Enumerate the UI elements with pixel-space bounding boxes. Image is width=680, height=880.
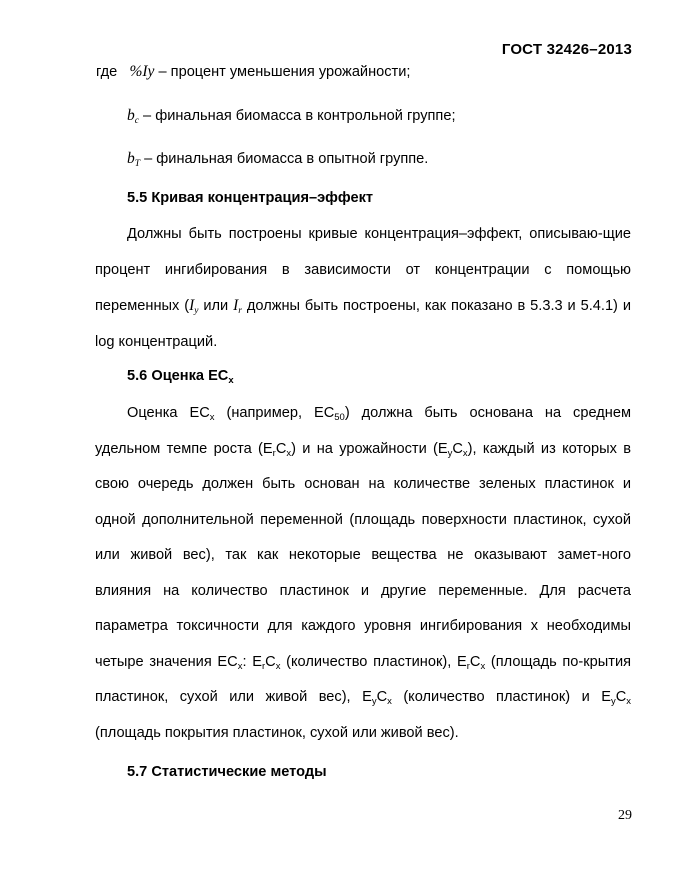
subscript: x (626, 696, 631, 707)
ir-variable: I (233, 297, 239, 314)
subscript: r (272, 447, 276, 459)
text-run: C (469, 653, 481, 670)
definition-bt (127, 150, 428, 169)
text-run: ), каждый из которых в свою очередь должен быть основан на количестве зеленых пластинок и одной дополнительной переменной (площадь поверхности пластинок, сухой или живой вес), так как некоторые вещества не оказывают замет-ного влияния на количество пластинок и другие переменные. Для расчета параметра токсичности для каждого уровня ингибирования x необходимы четыре значения EC (95, 440, 631, 670)
subscript: y (610, 696, 616, 707)
subscript: x (209, 412, 215, 423)
text-run: ) должна быть основана на среднем удельном темпе роста (E (95, 405, 631, 457)
section-5-7-heading: 5.7 Статистические методы (127, 764, 327, 780)
definition-bc-text: – финальная биомасса в контрольной группе; (143, 108, 456, 124)
text-run: C (275, 440, 287, 457)
text-run: C (615, 689, 627, 705)
definition-bc (127, 107, 456, 126)
text-run: C (452, 440, 463, 457)
text-run: (количество пластинок) и E (391, 689, 611, 705)
text-run: C (376, 689, 388, 705)
bt-symbol: b (127, 150, 135, 167)
subscript: y (371, 696, 377, 707)
text-run: или (198, 298, 234, 314)
text-run: ) и на урожайности (E (291, 440, 448, 457)
bc-symbol: b (127, 107, 135, 124)
iy-variable-subscript: y (194, 306, 199, 316)
subscript: x (237, 660, 243, 672)
subscript: y (447, 447, 453, 459)
subscript: x (387, 696, 392, 707)
text-run: Должны быть построены кривые концентрация–эффект, описываю-щие процент ингибирования в зависимости от концентрации с помощью переменных ( (95, 226, 631, 314)
section-5-5-paragraph (95, 217, 631, 360)
subscript: x (286, 447, 292, 459)
text-run: (например, EC (214, 405, 335, 421)
text-run: : E (242, 653, 262, 670)
definition-bt-text: – финальная биомасса в опытной группе. (144, 151, 429, 167)
subscript: x (462, 447, 468, 459)
subscript: x (480, 660, 486, 672)
standard-header: ГОСТ 32426–2013 (501, 41, 632, 58)
definition-iy (96, 63, 410, 81)
bc-subscript: c (134, 116, 139, 126)
text-run: (количество пластинок), E (280, 653, 467, 670)
section-5-5-heading: 5.5 Кривая концентрация–эффект (127, 190, 374, 206)
page-number: 29 (618, 808, 632, 823)
section-5-6-paragraph (95, 396, 631, 751)
definition-lead: где (96, 64, 118, 80)
section-5-6-heading (127, 368, 234, 384)
iy-variable: I (189, 297, 195, 314)
iy-symbol: %Iy (129, 63, 155, 80)
text-run: (площадь по-крытия пластинок, сухой или живой вес), E (95, 653, 632, 705)
bt-subscript: T (134, 159, 141, 169)
heading-text: 5.6 Оценка EC (127, 368, 229, 384)
text-run: должны быть построены, как показано в 5.3.3 и 5.4.1) и log концентраций. (95, 298, 631, 350)
subscript: 50 (334, 412, 345, 423)
text-run: C (265, 653, 276, 670)
text-run: Оценка EC (127, 405, 210, 421)
subscript: r (466, 660, 470, 672)
text-run: (площадь покрытия пластинок, сухой или живой вес). (95, 724, 459, 741)
heading-subscript: x (228, 375, 234, 386)
subscript: r (261, 660, 266, 672)
definition-iy-text: – процент уменьшения урожайности; (158, 64, 411, 80)
ir-variable-subscript: r (238, 306, 242, 316)
subscript: x (275, 660, 281, 672)
